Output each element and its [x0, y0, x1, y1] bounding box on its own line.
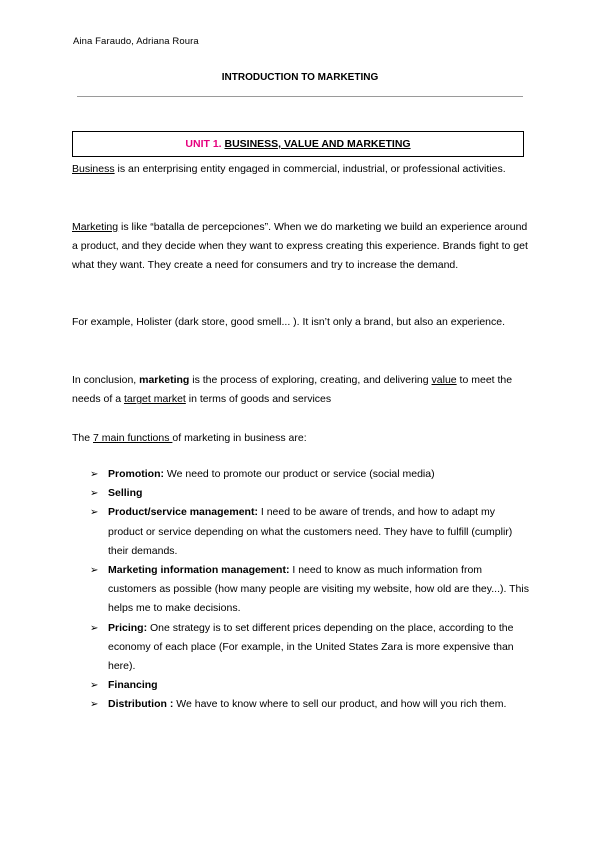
arrow-bullet-icon: ➢ — [90, 622, 99, 634]
functions-list — [90, 465, 530, 715]
function-title: Financing — [108, 679, 158, 692]
authors-header: Aina Faraudo, Adriana Roura — [73, 36, 199, 47]
list-item — [90, 465, 530, 484]
business-paragraph — [72, 160, 532, 179]
marketing-text: is like “batalla de percepciones”. When we do marketing we build an experience around a product, and they decide when they want to express creating this experience. Brands fight to get what they want. They create a need for consumers and try to increase the demand. — [72, 221, 528, 272]
function-text: One strategy is to set different prices depending on the place, according to the economy of each place (For example, in the United States Zara is more expensive than here). — [108, 621, 514, 673]
function-text: We have to know where to sell our product, and how will you rich them. — [173, 698, 507, 711]
functions-intro-text-1: The — [72, 432, 94, 444]
conclusion-target-market-term: target market — [123, 393, 186, 406]
functions-intro-underlined: 7 main functions — [93, 432, 173, 444]
function-text: I need to be aware of trends, and how to adapt my product or service depending on what the customers need. They have to fulfill (cumplir) their demands. — [108, 506, 513, 557]
arrow-bullet-icon: ➢ — [90, 469, 99, 480]
conclusion-text-2: is the process of exploring, creating, and delivering — [189, 374, 432, 386]
functions-intro-text-2: of marketing in business are: — [172, 432, 307, 444]
functions-intro — [72, 429, 532, 448]
function-title: Promotion: — [108, 468, 164, 480]
unit-label: UNIT 1. — [185, 138, 222, 150]
list-item — [90, 676, 530, 695]
marketing-term: Marketing — [72, 221, 119, 233]
function-text: We need to promote our product or service (social media) — [164, 468, 435, 480]
function-title: Selling — [108, 487, 143, 500]
example-text: For example, Holister (dark store, good smell... ). It isn’t only a brand, but also an experience. — [72, 316, 506, 328]
list-item — [90, 695, 530, 714]
business-text: is an enterprising entity engaged in commercial, industrial, or professional activities. — [114, 163, 506, 175]
conclusion-paragraph — [72, 371, 532, 409]
function-title: Pricing: — [108, 621, 148, 634]
function-title: Distribution : — [108, 698, 174, 711]
arrow-bullet-icon: ➢ — [90, 699, 99, 711]
arrow-bullet-icon: ➢ — [90, 680, 99, 692]
list-item — [90, 484, 530, 503]
marketing-paragraph — [72, 218, 532, 276]
conclusion-text-3: to meet the needs of a — [72, 374, 513, 406]
function-text: I need to know as much information from customers as possible (how many people are visiting my website, how old are they...). This helps me to make decisions. — [108, 564, 529, 615]
unit-name: BUSINESS, VALUE AND MARKETING — [224, 138, 411, 150]
conclusion-value-term: value — [431, 374, 457, 386]
arrow-bullet-icon: ➢ — [90, 507, 99, 519]
list-item — [90, 503, 530, 561]
list-item — [90, 619, 530, 677]
conclusion-text-4: in terms of goods and services — [185, 393, 332, 406]
title-divider — [77, 96, 523, 97]
conclusion-text-1: In conclusion, — [72, 374, 140, 386]
example-paragraph — [72, 313, 532, 332]
conclusion-marketing-bold: marketing — [139, 374, 190, 386]
function-title: Marketing information management: — [108, 564, 290, 577]
document-title: INTRODUCTION TO MARKETING — [221, 72, 379, 83]
function-title: Product/service management: — [108, 506, 258, 519]
list-item — [90, 561, 530, 619]
arrow-bullet-icon: ➢ — [90, 565, 99, 577]
business-term: Business — [72, 163, 115, 175]
unit-heading-box — [72, 131, 524, 157]
arrow-bullet-icon: ➢ — [90, 488, 99, 500]
